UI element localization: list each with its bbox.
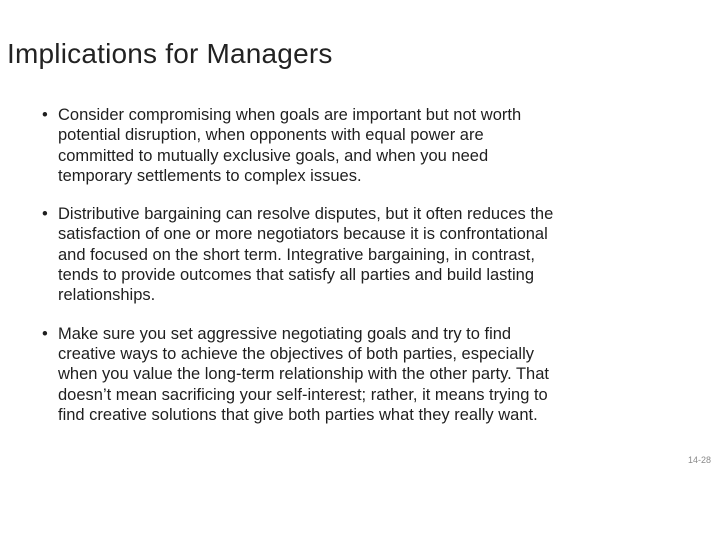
bullet-line: satisfaction of one or more negotiators because it is confrontational	[58, 225, 548, 244]
bullet-line: creative ways to achieve the objectives of both parties, especially	[58, 344, 535, 363]
bullet-text-aggressive-goals	[58, 324, 710, 425]
bullet-line: and focused on the short term. Integrative bargaining, in contrast,	[58, 245, 535, 264]
bullet-marker: •	[42, 205, 48, 224]
bullet-item-compromising	[42, 105, 710, 186]
bullet-line: committed to mutually exclusive goals, and when you need	[58, 146, 489, 165]
bullet-text-compromising	[58, 105, 710, 186]
bullet-line: Distributive bargaining can resolve disputes, but it often reduces the	[58, 205, 554, 224]
page-number: 14-28	[687, 455, 711, 465]
bullet-line: doesn’t mean sacrificing your self-interest; rather, it means trying to	[58, 385, 548, 404]
bullet-line: tends to provide outcomes that satisfy all parties and build lasting	[58, 266, 535, 285]
bullet-line: relationships.	[58, 286, 156, 305]
bullet-item-aggressive-goals	[42, 324, 710, 425]
bullet-line: temporary settlements to complex issues.	[58, 166, 362, 185]
bullet-line: Make sure you set aggressive negotiating goals and try to find	[58, 324, 512, 343]
bullet-line: Consider compromising when goals are important but not worth	[58, 106, 522, 124]
bullet-item-distributive-bargaining	[42, 204, 710, 305]
slide-title: Implications for Managers	[7, 38, 333, 69]
bullet-list	[42, 105, 710, 425]
bullet-line: find creative solutions that give both parties what they really want.	[58, 405, 538, 424]
bullet-marker: •	[42, 324, 48, 343]
bullet-marker: •	[42, 106, 48, 124]
bullet-text-distributive-bargaining	[58, 204, 710, 305]
bullet-line: potential disruption, when opponents with equal power are	[58, 126, 484, 145]
bullet-line: when you value the long-term relationship with the other party. That	[58, 365, 549, 384]
